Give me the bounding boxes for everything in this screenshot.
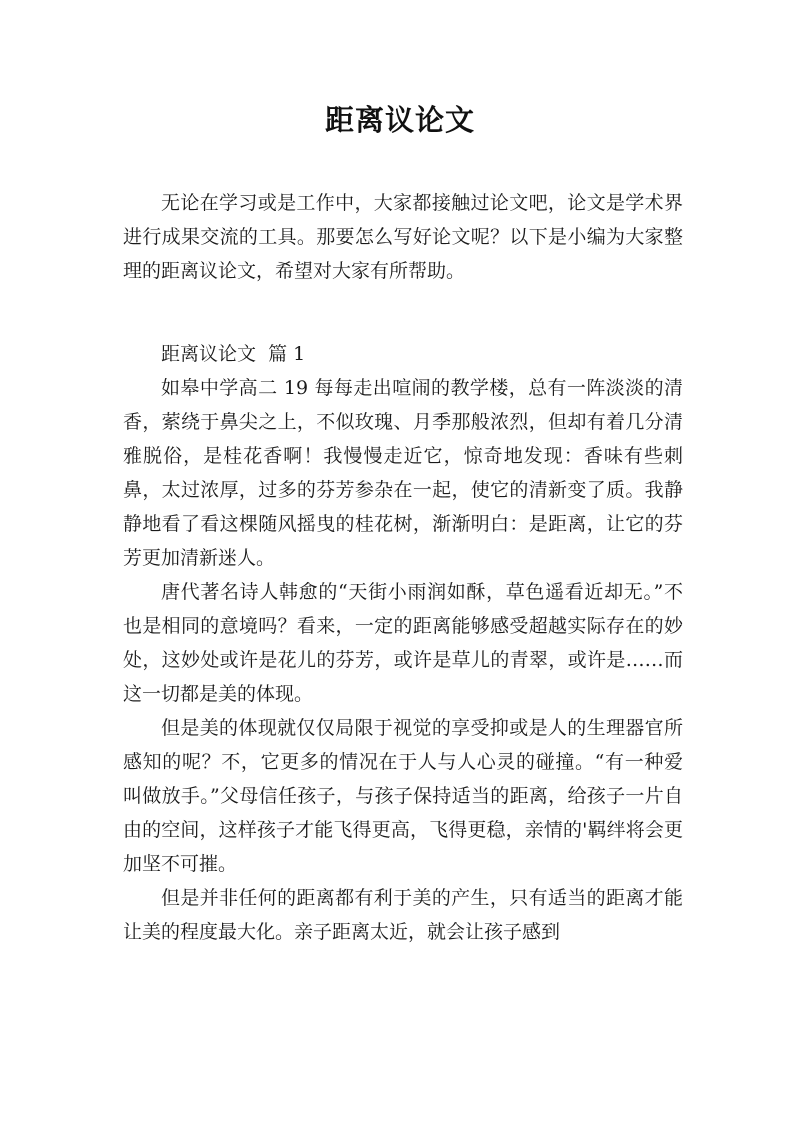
paragraph-3: 但是美的体现就仅仅局限于视觉的享受抑或是人的生理器官所感知的呢？不，它更多的情况在于人与人心灵的碰撞。“有一种爱叫做放手。”父母信任孩子，与孩子保持适当的距离，给孩子一片自由的空间，这样孩子才能飞得更高，飞得更稳，亲情的'羁绊将会更加坚不可摧。 [123, 717, 683, 875]
paragraph-4: 但是并非任何的距离都有利于美的产生，只有适当的距离才能让美的程度最大化。亲子距离太近，就会让孩子感到 [123, 887, 683, 943]
section-heading: 距离议论文 篇 1 [161, 343, 306, 365]
paragraph-2: 唐代著名诗人韩愈的“天街小雨润如酥，草色遥看近却无。”不也是相同的意境吗？看来，一定的距离能够感受超越实际存在的妙处，这妙处或许是花儿的芬芳，或许是草儿的青翠，或许是……而这一切都是美的体现。 [123, 581, 683, 705]
section-block [123, 337, 683, 949]
intro-paragraph: 无论在学习或是工作中，大家都接触过论文吧，论文是学术界进行成果交流的工具。那要怎么写好论文呢？以下是小编为大家整理的距离议论文，希望对大家有所帮助。 [123, 192, 683, 282]
paragraph-1: 如皋中学高二 19 每每走出喧闹的教学楼，总有一阵淡淡的清香，萦绕于鼻尖之上，不似玫瑰、月季那般浓烈，但却有着几分清雅脱俗，是桂花香啊！我慢慢走近它，惊奇地发现：香味有些刺鼻，太过浓厚，过多的芬芳参杂在一起，使它的清新变了质。我静静地看了看这棵随风摇曳的桂花树，渐渐明白：是距离，让它的芬芳更加清新迷人。 [123, 377, 683, 569]
intro-block [123, 186, 683, 288]
document-title: 距离议论文 [324, 103, 475, 137]
